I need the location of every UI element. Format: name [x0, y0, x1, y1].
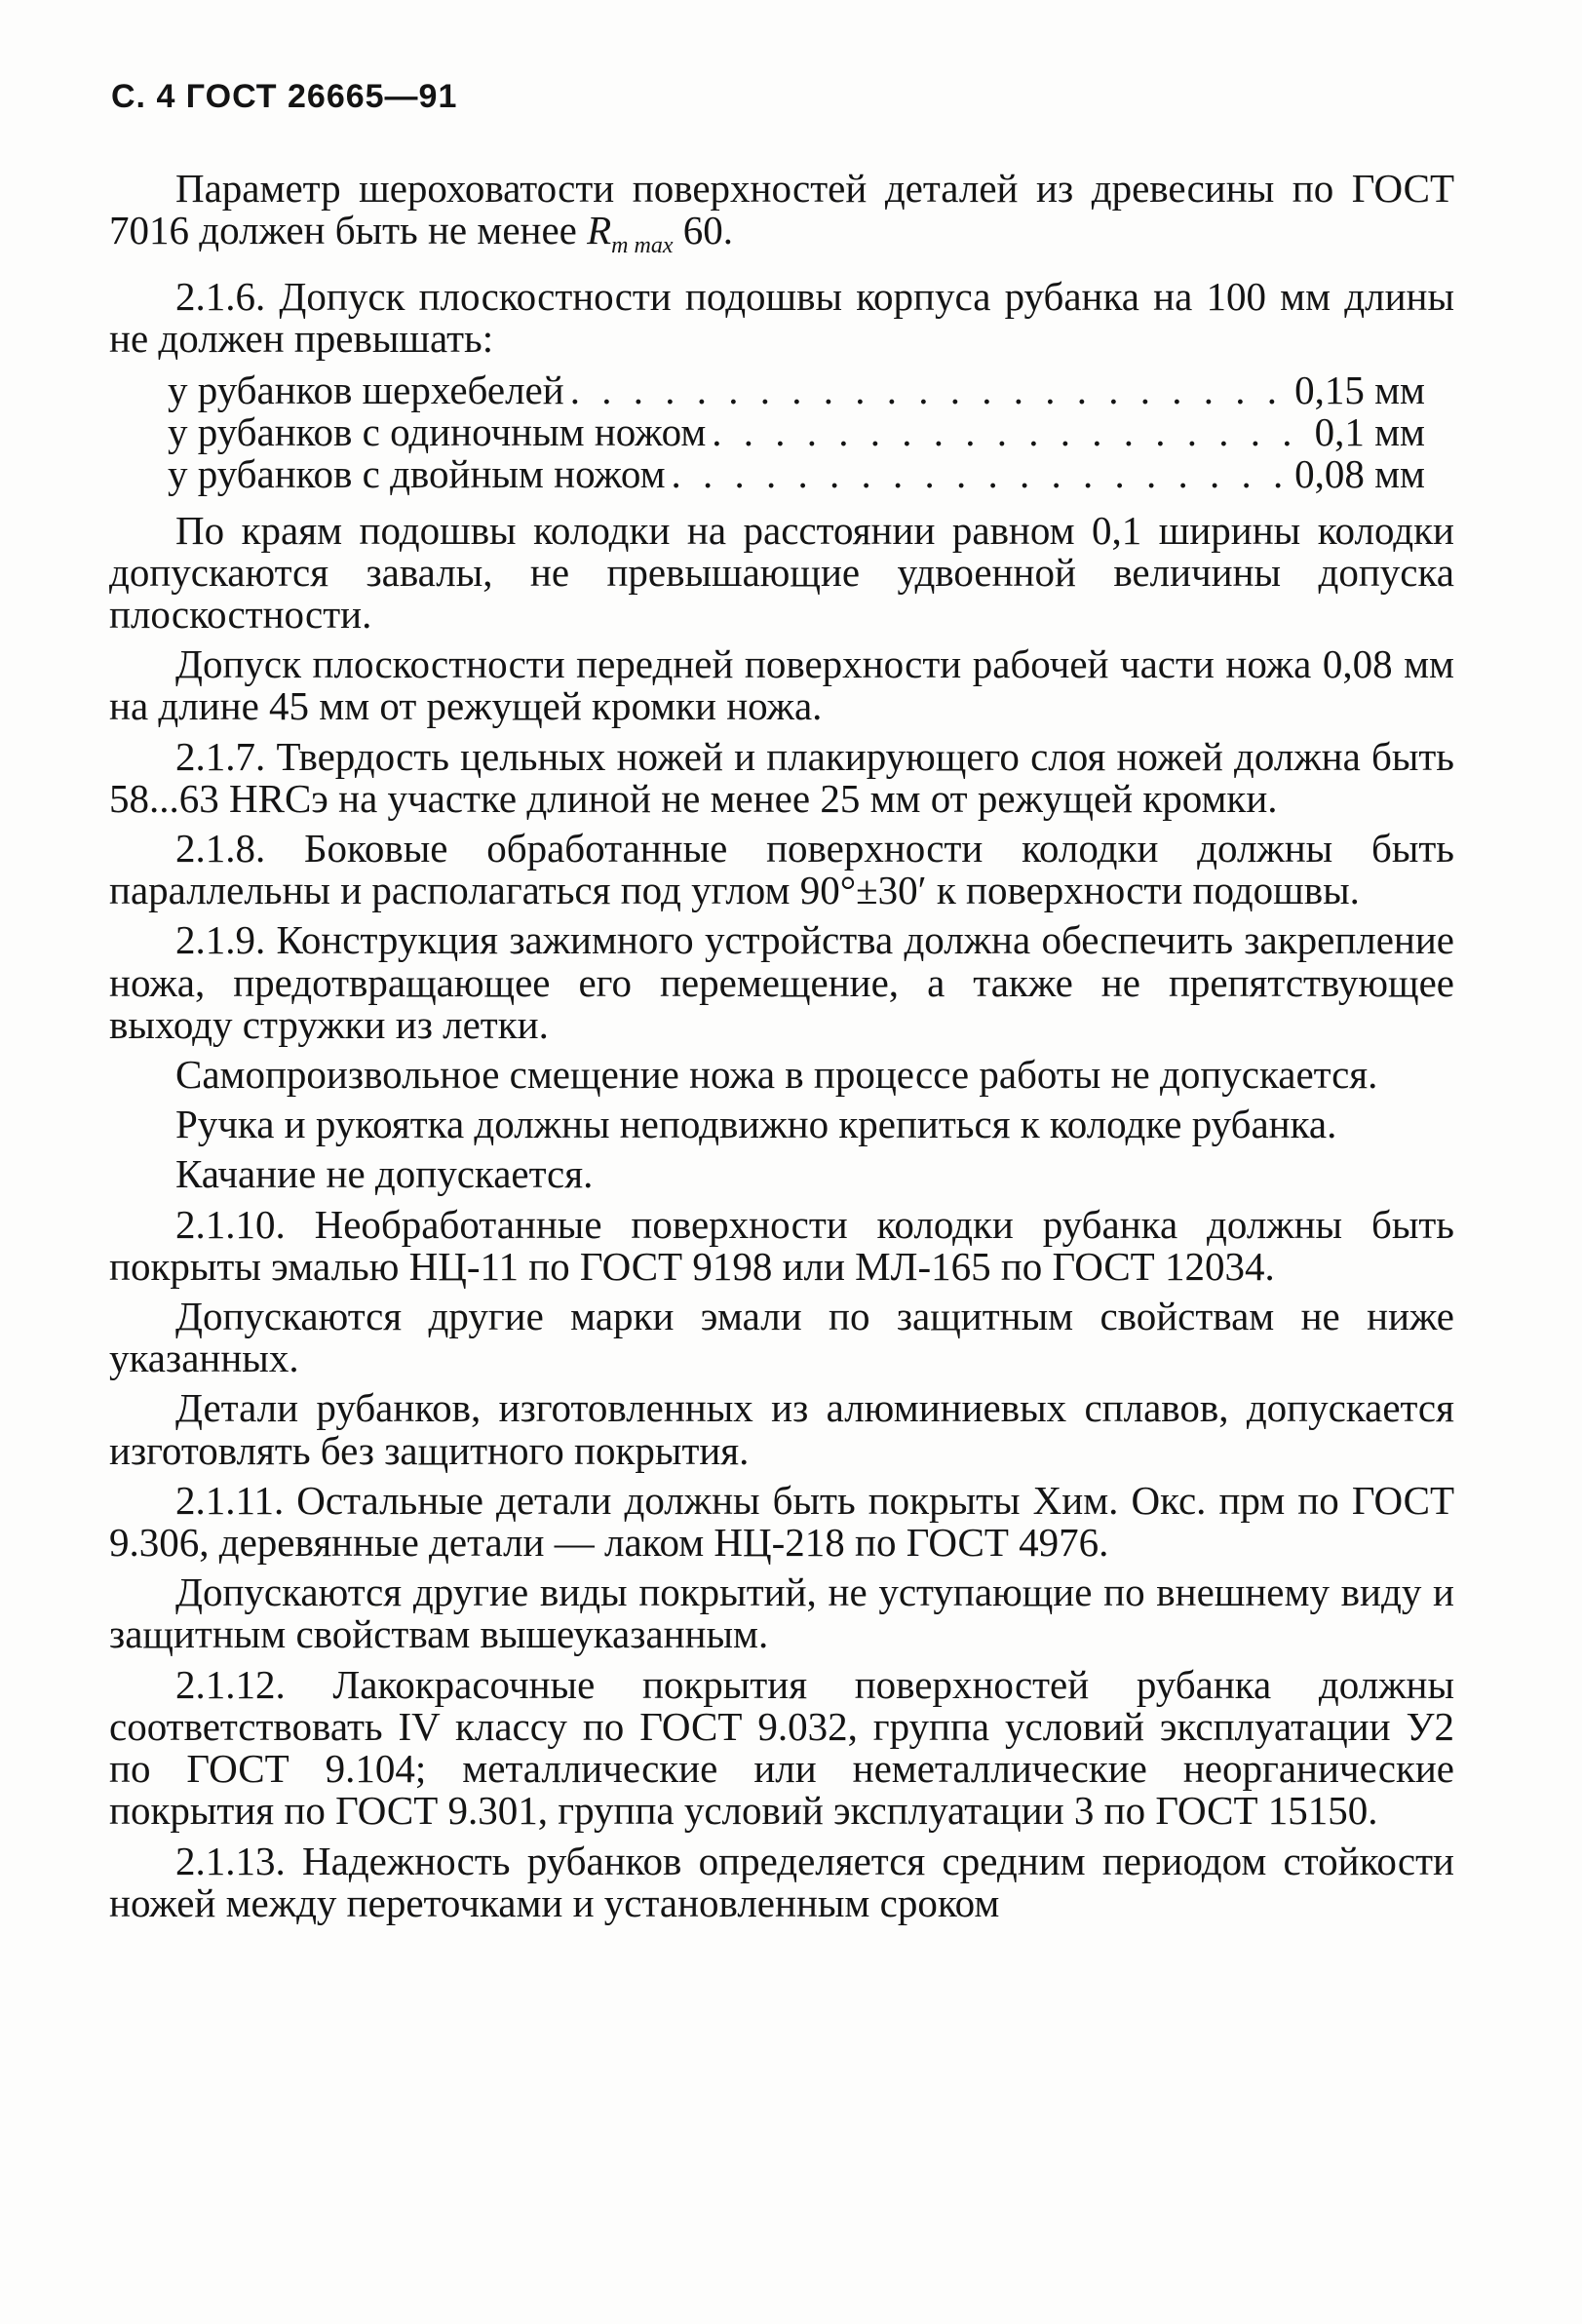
paragraph-2-1-7: 2.1.7. Твердость цельных ножей и плакирующего слоя ножей должна быть 58...63 HRCэ на участке длиной не менее 25 мм от режущей кромки. — [109, 733, 1454, 821]
paragraph-no-wobble: Качание не допускается. — [175, 1151, 594, 1197]
roughness-subscript: m max — [611, 233, 674, 259]
tolerance-leader-dots — [712, 411, 1308, 453]
tolerance-leader-dots — [672, 453, 1290, 495]
paragraph-roughness-text: Параметр шероховатости поверхностей деталей из древесины по ГОСТ 7016 должен быть не менее — [109, 166, 1454, 253]
roughness-value: 60. — [673, 208, 733, 253]
document-body — [109, 168, 1454, 1932]
tolerance-label: у рубанков с одиночным ножом — [168, 409, 707, 455]
roughness-r: R — [587, 208, 612, 253]
tolerance-leader-dots — [570, 369, 1289, 411]
paragraph-2-1-13: 2.1.13. Надежность рубанков определяется средним периодом стойкости ножей между переточками и установленным сроком — [109, 1838, 1454, 1925]
tolerance-list — [109, 369, 1454, 496]
paragraph-2-1-9: 2.1.9. Конструкция зажимного устройства должна обеспечить закрепление ножа, предотвращающее его перемещение, а также не препятствующее выходу стружки из летки. — [109, 917, 1454, 1047]
tolerance-row — [168, 411, 1425, 453]
tolerance-value: 0,08 мм — [1294, 451, 1425, 497]
tolerance-row — [168, 369, 1425, 411]
paragraph-2-1-12: 2.1.12. Лакокрасочные покрытия поверхностей рубанка должны соответствовать IV классу по ГОСТ 9.032, группа условий эксплуатации У2 по ГОСТ 9.104; металлические или неметаллические неорганические покрытия по ГОСТ 9.301, группа условий эксплуатации 3 по ГОСТ 15150. — [109, 1661, 1454, 1834]
paragraph-self-displacement: Самопроизвольное смещение ножа в процессе работы не допускается. — [175, 1052, 1378, 1098]
tolerance-value: 0,1 мм — [1314, 409, 1425, 455]
roughness-symbol — [587, 208, 674, 259]
tolerance-label: у рубанков шерхебелей — [168, 368, 564, 412]
paragraph-2-1-6: 2.1.6. Допуск плоскостности подошвы корпуса рубанка на 100 мм длины не должен превышать: — [109, 273, 1454, 361]
paragraph-roughness — [109, 168, 1454, 268]
paragraph-2-1-11: 2.1.11. Остальные детали должны быть покрыты Хим. Окс. прм по ГОСТ 9.306, деревянные детали — лаком НЦ-218 по ГОСТ 4976. — [109, 1477, 1454, 1566]
tolerance-label: у рубанков с двойным ножом — [168, 451, 666, 497]
paragraph-2-1-8: 2.1.8. Боковые обработанные поверхности колодки должны быть параллельны и располагаться под углом 90°±30′ к поверхности подошвы. — [109, 826, 1454, 913]
running-header: С. 4 ГОСТ 26665—91 — [111, 78, 458, 115]
paragraph-2-1-10: 2.1.10. Необработанные поверхности колодки рубанка должны быть покрыты эмалью НЦ-11 по ГОСТ 9198 или МЛ-165 по ГОСТ 12034. — [109, 1201, 1454, 1289]
paragraph-other-enamels: Допускаются другие марки эмали по защитным свойствам не ниже указанных. — [109, 1294, 1454, 1381]
tolerance-row — [168, 453, 1425, 495]
paragraph-handle-fixing: Ручка и рукоятка должны неподвижно крепиться к колодке рубанка. — [175, 1102, 1337, 1147]
paragraph-face-flatness: Допуск плоскостности передней поверхности рабочей части ножа 0,08 мм на длине 45 мм от режущей кромки ножа. — [109, 641, 1454, 729]
paragraph-edge-rounding: По краям подошвы колодки на расстоянии равном 0,1 ширины колодки допускаются завалы, не превышающие удвоенной величины допуска плоскостности. — [109, 507, 1454, 638]
paragraph-other-coatings: Допускаются другие виды покрытий, не уступающие по внешнему виду и защитным свойствам вышеуказанным. — [109, 1569, 1454, 1657]
paragraph-aluminium-parts: Детали рубанков, изготовленных из алюминиевых сплавов, допускается изготовлять без защитного покрытия. — [109, 1385, 1454, 1473]
tolerance-value: 0,15 мм — [1294, 368, 1425, 412]
